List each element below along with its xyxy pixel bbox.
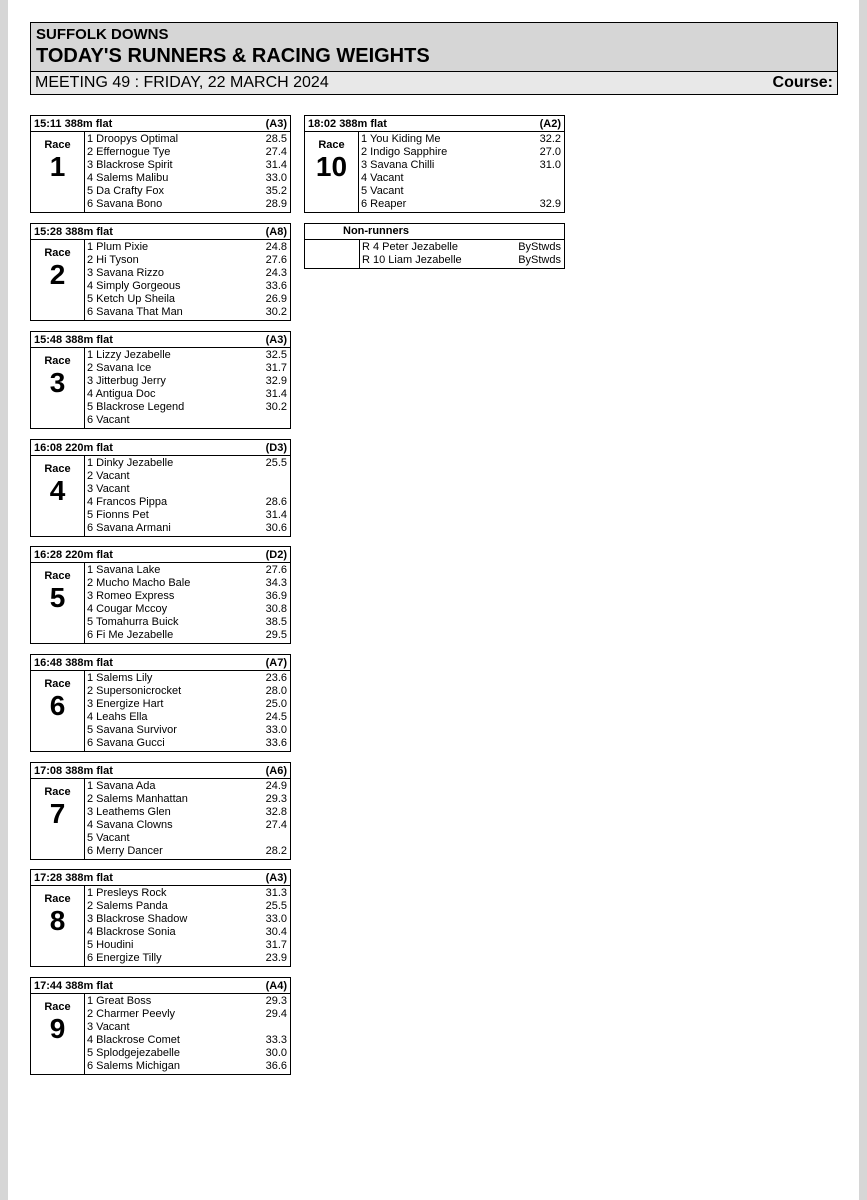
runner-weight: 30.2: [265, 306, 287, 318]
race-card-4: [30, 439, 291, 537]
runner-weight: 25.5: [265, 457, 287, 469]
race-number-panel: [31, 563, 85, 643]
runner-weight: 38.5: [265, 616, 287, 628]
runner-weight: 27.4: [265, 146, 287, 158]
runner-name: 1 Savana Lake: [87, 564, 161, 576]
runner-name: 1 Plum Pixie: [87, 241, 149, 253]
runner-weight: 27.0: [539, 146, 561, 158]
race-number-panel: [31, 132, 85, 212]
race-number: 9: [49, 1013, 66, 1044]
race-card-5: [30, 546, 291, 644]
runner-name: 1 Presleys Rock: [87, 887, 167, 899]
runner-name: 1 Savana Ada: [87, 780, 156, 792]
race-grade: (A2): [539, 117, 561, 130]
runner-row: [87, 577, 287, 590]
runner-weight: 27.6: [265, 254, 287, 266]
runner-weight: 27.6: [265, 564, 287, 576]
runner-name: 5 Vacant: [87, 832, 130, 844]
runner-name: 4 Francos Pippa: [87, 496, 168, 508]
runner-weight: 31.7: [265, 362, 287, 374]
race-header: [31, 763, 290, 779]
runner-row: [87, 496, 287, 509]
runner-weight: 30.0: [265, 1047, 287, 1059]
race-header: [305, 116, 564, 132]
runner-name: 6 Salems Michigan: [87, 1060, 180, 1072]
race-label: Race: [44, 139, 71, 151]
runner-weight: 33.6: [265, 737, 287, 749]
runner-name: 1 Lizzy Jezabelle: [87, 349, 171, 361]
runner-name: 6 Merry Dancer: [87, 845, 163, 857]
race-label: Race: [318, 139, 345, 151]
race-time-distance: 17:28 388m flat: [34, 871, 113, 884]
runner-row: [87, 939, 287, 952]
race-time-distance: 15:48 388m flat: [34, 333, 113, 346]
runner-name: 3 Jitterbug Jerry: [87, 375, 166, 387]
runner-name: 2 Charmer Peevly: [87, 1008, 176, 1020]
race-header: [31, 547, 290, 563]
runner-row: [87, 349, 287, 362]
runner-weight: 33.3: [265, 1034, 287, 1046]
runner-row: [87, 806, 287, 819]
race-number: 8: [49, 905, 66, 936]
runner-row: [87, 146, 287, 159]
runner-weight: 24.3: [265, 267, 287, 279]
runner-row: [87, 819, 287, 832]
runner-name: 3 Blackrose Shadow: [87, 913, 188, 925]
nonrunner-reason: ByStwds: [518, 254, 561, 266]
race-grade: (A3): [265, 333, 287, 346]
runner-name: 2 Vacant: [87, 470, 130, 482]
race-label: Race: [44, 893, 71, 905]
race-header: [31, 332, 290, 348]
race-body: [31, 456, 290, 536]
runner-row: [87, 185, 287, 198]
runner-weight: 32.8: [265, 806, 287, 818]
runner-row: [87, 724, 287, 737]
runner-name: 5 Splodgejezabelle: [87, 1047, 180, 1059]
runner-name: 5 Savana Survivor: [87, 724, 177, 736]
runner-row: [87, 737, 287, 750]
runner-weight: [257, 832, 287, 845]
race-body: [31, 132, 290, 212]
race-number: 6: [49, 690, 66, 721]
runner-row: [87, 1021, 287, 1034]
runner-name: 3 Savana Rizzo: [87, 267, 165, 279]
runner-weight: 33.0: [265, 724, 287, 736]
runner-name: 3 Energize Hart: [87, 698, 164, 710]
runner-name: 6 Savana Gucci: [87, 737, 165, 749]
runner-weight: 31.4: [265, 159, 287, 171]
runner-row: [87, 913, 287, 926]
runner-row: [87, 1060, 287, 1073]
runner-row: [87, 388, 287, 401]
runner-weight: 28.9: [265, 198, 287, 210]
race-number: 10: [315, 151, 348, 182]
runner-name: 4 Leahs Ella: [87, 711, 148, 723]
runner-name: 5 Blackrose Legend: [87, 401, 185, 413]
race-number-panel: [31, 456, 85, 536]
race-label: Race: [44, 678, 71, 690]
race-card-8: [30, 869, 291, 967]
race-grade: (D2): [265, 548, 287, 561]
runner-name: 2 Mucho Macho Bale: [87, 577, 191, 589]
runner-weight: 29.5: [265, 629, 287, 641]
race-number-panel: [31, 348, 85, 428]
runner-row: [87, 198, 287, 211]
race-time-distance: 16:48 388m flat: [34, 656, 113, 669]
race-header: [31, 978, 290, 994]
nonrunners-list: [359, 240, 564, 268]
runner-name: 4 Savana Clowns: [87, 819, 173, 831]
runner-name: 3 Vacant: [87, 483, 130, 495]
runner-weight: 33.0: [265, 172, 287, 184]
runner-weight: 32.9: [265, 375, 287, 387]
runner-weight: 28.5: [265, 133, 287, 145]
runner-name: 1 You Kiding Me: [361, 133, 441, 145]
runner-row: [87, 1047, 287, 1060]
race-number-panel: [31, 994, 85, 1074]
race-number-panel: [31, 671, 85, 751]
runner-list: [85, 886, 290, 966]
runner-row: [87, 616, 287, 629]
race-grade: (A6): [265, 764, 287, 777]
runner-row: [87, 590, 287, 603]
race-card-3: [30, 331, 291, 429]
runner-row: [87, 995, 287, 1008]
race-body: [31, 671, 290, 751]
runner-name: 4 Salems Malibu: [87, 172, 169, 184]
race-body: [305, 132, 564, 212]
runner-row: [87, 457, 287, 470]
runner-name: 5 Tomahurra Buick: [87, 616, 179, 628]
runner-weight: 28.6: [265, 496, 287, 508]
runner-row: [87, 414, 287, 427]
runner-row: [87, 564, 287, 577]
runner-name: 3 Leathems Glen: [87, 806, 171, 818]
runner-weight: 31.7: [265, 939, 287, 951]
race-number: 4: [49, 475, 66, 506]
runner-weight: 25.5: [265, 900, 287, 912]
race-body: [31, 563, 290, 643]
runner-row: [87, 698, 287, 711]
race-number-panel: [305, 132, 359, 212]
runner-name: 5 Da Crafty Fox: [87, 185, 165, 197]
runner-weight: 25.0: [265, 698, 287, 710]
runner-name: 3 Blackrose Spirit: [87, 159, 173, 171]
race-header: [31, 224, 290, 240]
course-label: Course:: [772, 74, 833, 91]
race-label: Race: [44, 786, 71, 798]
runner-weight: 23.9: [265, 952, 287, 964]
runner-weight: [257, 470, 287, 483]
race-label: Race: [44, 355, 71, 367]
runner-name: 6 Energize Tilly: [87, 952, 162, 964]
runner-weight: 34.3: [265, 577, 287, 589]
runner-name: 6 Savana Armani: [87, 522, 171, 534]
race-grade: (D3): [265, 441, 287, 454]
race-number-panel: [31, 779, 85, 859]
runner-weight: 36.9: [265, 590, 287, 602]
runner-name: 2 Indigo Sapphire: [361, 146, 448, 158]
runner-name: 3 Savana Chilli: [361, 159, 435, 171]
race-card-2: [30, 223, 291, 321]
runner-name: 4 Antigua Doc: [87, 388, 156, 400]
race-card-9: [30, 977, 291, 1075]
runner-row: [87, 603, 287, 616]
nonrunners-box: [304, 223, 565, 269]
race-body: [31, 348, 290, 428]
race-card-1: [30, 115, 291, 213]
race-body: [31, 886, 290, 966]
nonrunner-reason: ByStwds: [518, 241, 561, 253]
runner-name: 6 Fi Me Jezabelle: [87, 629, 174, 641]
runner-name: 2 Salems Manhattan: [87, 793, 188, 805]
runner-row: [361, 133, 561, 146]
race-label: Race: [44, 1001, 71, 1013]
runner-list: [85, 132, 290, 212]
runner-row: [87, 159, 287, 172]
race-header: [31, 440, 290, 456]
race-card-6: [30, 654, 291, 752]
runner-name: 6 Savana That Man: [87, 306, 183, 318]
race-time-distance: 15:28 388m flat: [34, 225, 113, 238]
runner-weight: 35.2: [265, 185, 287, 197]
runner-row: [87, 1034, 287, 1047]
race-grade: (A8): [265, 225, 287, 238]
race-grade: (A4): [265, 979, 287, 992]
race-number: 2: [49, 259, 66, 290]
runner-weight: [257, 1021, 287, 1034]
runner-name: 3 Vacant: [87, 1021, 130, 1033]
runner-name: 4 Cougar Mccoy: [87, 603, 168, 615]
runner-row: [87, 629, 287, 642]
runner-name: 1 Great Boss: [87, 995, 152, 1007]
runner-name: 2 Salems Panda: [87, 900, 168, 912]
runner-name: 3 Romeo Express: [87, 590, 175, 602]
runner-name: 5 Fionns Pet: [87, 509, 149, 521]
runner-name: 2 Effernogue Tye: [87, 146, 171, 158]
runner-weight: 33.0: [265, 913, 287, 925]
runner-name: 6 Savana Bono: [87, 198, 163, 210]
runner-row: [87, 672, 287, 685]
runner-row: [87, 711, 287, 724]
runner-row: [87, 685, 287, 698]
race-time-distance: 15:11 388m flat: [34, 117, 113, 130]
runner-row: [87, 793, 287, 806]
runner-weight: 28.0: [265, 685, 287, 697]
runner-row: [87, 887, 287, 900]
venue-name: SUFFOLK DOWNS: [36, 26, 169, 43]
runner-name: 4 Blackrose Sonia: [87, 926, 176, 938]
runner-row: [87, 172, 287, 185]
runner-list: [85, 456, 290, 536]
race-grade: (A7): [265, 656, 287, 669]
runner-weight: 24.9: [265, 780, 287, 792]
runner-weight: 29.4: [265, 1008, 287, 1020]
nonrunner-row: [362, 254, 561, 267]
race-time-distance: 17:08 388m flat: [34, 764, 113, 777]
runner-list: [85, 994, 290, 1074]
race-label: Race: [44, 463, 71, 475]
meeting-bar: [31, 72, 837, 94]
runner-weight: [257, 414, 287, 427]
race-header: [31, 870, 290, 886]
runner-weight: 24.8: [265, 241, 287, 253]
runner-weight: 26.9: [265, 293, 287, 305]
runner-name: 2 Savana Ice: [87, 362, 152, 374]
runner-weight: 27.4: [265, 819, 287, 831]
race-time-distance: 18:02 388m flat: [308, 117, 387, 130]
race-time-distance: 16:28 220m flat: [34, 548, 113, 561]
runner-row: [87, 375, 287, 388]
runner-weight: 30.4: [265, 926, 287, 938]
runner-row: [87, 1008, 287, 1021]
runner-name: 6 Reaper: [361, 198, 407, 210]
runner-name: 1 Dinky Jezabelle: [87, 457, 174, 469]
runner-name: 4 Vacant: [361, 172, 404, 184]
runner-name: 2 Supersonicrocket: [87, 685, 182, 697]
runner-weight: 32.5: [265, 349, 287, 361]
race-grade: (A3): [265, 117, 287, 130]
runner-row: [87, 470, 287, 483]
runner-row: [87, 306, 287, 319]
race-number: 5: [49, 582, 66, 613]
nonrunner-entry: R 10 Liam Jezabelle: [362, 254, 462, 266]
runner-row: [361, 198, 561, 211]
runner-row: [87, 509, 287, 522]
race-header: [31, 116, 290, 132]
runner-row: [87, 832, 287, 845]
runner-row: [87, 401, 287, 414]
runner-name: 5 Ketch Up Sheila: [87, 293, 176, 305]
runner-list: [85, 779, 290, 859]
runner-name: 5 Houdini: [87, 939, 134, 951]
runner-row: [87, 780, 287, 793]
runner-name: 5 Vacant: [361, 185, 404, 197]
runner-row: [87, 952, 287, 965]
runner-weight: 28.2: [265, 845, 287, 857]
race-number: 3: [49, 367, 66, 398]
runner-row: [87, 362, 287, 375]
runner-name: 6 Vacant: [87, 414, 130, 426]
runner-list: [85, 563, 290, 643]
nonrunners-title: Non-runners: [305, 224, 564, 240]
race-number-panel: [31, 886, 85, 966]
nonrunner-entry: R 4 Peter Jezabelle: [362, 241, 458, 253]
runner-weight: 30.2: [265, 401, 287, 413]
race-time-distance: 16:08 220m flat: [34, 441, 113, 454]
race-number: 1: [49, 151, 66, 182]
runner-row: [87, 293, 287, 306]
race-number: 7: [49, 798, 66, 829]
runner-name: 4 Blackrose Comet: [87, 1034, 180, 1046]
runner-row: [87, 926, 287, 939]
header-title-block: [31, 23, 837, 72]
race-body: [31, 994, 290, 1074]
page-title: TODAY'S RUNNERS & RACING WEIGHTS: [36, 45, 430, 67]
runner-weight: 36.6: [265, 1060, 287, 1072]
runner-weight: 33.6: [265, 280, 287, 292]
race-number-panel: [31, 240, 85, 320]
race-time-distance: 17:44 388m flat: [34, 979, 113, 992]
runner-weight: 32.2: [539, 133, 561, 145]
runner-row: [361, 172, 561, 185]
race-body: [31, 240, 290, 320]
race-card-7: [30, 762, 291, 860]
runner-row: [87, 133, 287, 146]
runner-weight: [257, 483, 287, 496]
runner-weight: 31.3: [265, 887, 287, 899]
race-header: [31, 655, 290, 671]
runner-name: 1 Salems Lily: [87, 672, 153, 684]
runner-row: [87, 241, 287, 254]
runner-row: [361, 146, 561, 159]
runner-weight: 30.8: [265, 603, 287, 615]
runner-weight: 29.3: [265, 995, 287, 1007]
runner-weight: [531, 172, 561, 185]
nonrunner-row: [362, 241, 561, 254]
race-body: [31, 779, 290, 859]
runner-row: [361, 185, 561, 198]
racecard-header: [30, 22, 838, 95]
race-grade: (A3): [265, 871, 287, 884]
runner-name: 4 Simply Gorgeous: [87, 280, 181, 292]
runner-list: [85, 348, 290, 428]
race-label: Race: [44, 247, 71, 259]
runner-weight: 31.0: [539, 159, 561, 171]
runner-row: [87, 280, 287, 293]
runner-weight: 29.3: [265, 793, 287, 805]
runner-weight: 23.6: [265, 672, 287, 684]
runner-row: [87, 522, 287, 535]
runner-list: [359, 132, 564, 212]
meeting-info: MEETING 49 : FRIDAY, 22 MARCH 2024: [35, 74, 329, 91]
runner-list: [85, 240, 290, 320]
runner-weight: [531, 185, 561, 198]
race-card-10: [304, 115, 565, 213]
runner-weight: 24.5: [265, 711, 287, 723]
runner-weight: 30.6: [265, 522, 287, 534]
runner-name: 1 Droopys Optimal: [87, 133, 179, 145]
runner-weight: 31.4: [265, 509, 287, 521]
runner-row: [87, 254, 287, 267]
runner-row: [87, 845, 287, 858]
runner-weight: 31.4: [265, 388, 287, 400]
runner-row: [87, 483, 287, 496]
race-label: Race: [44, 570, 71, 582]
runner-name: 2 Hi Tyson: [87, 254, 139, 266]
runner-row: [361, 159, 561, 172]
runner-list: [85, 671, 290, 751]
runner-row: [87, 267, 287, 280]
runner-weight: 32.9: [539, 198, 561, 210]
runner-row: [87, 900, 287, 913]
